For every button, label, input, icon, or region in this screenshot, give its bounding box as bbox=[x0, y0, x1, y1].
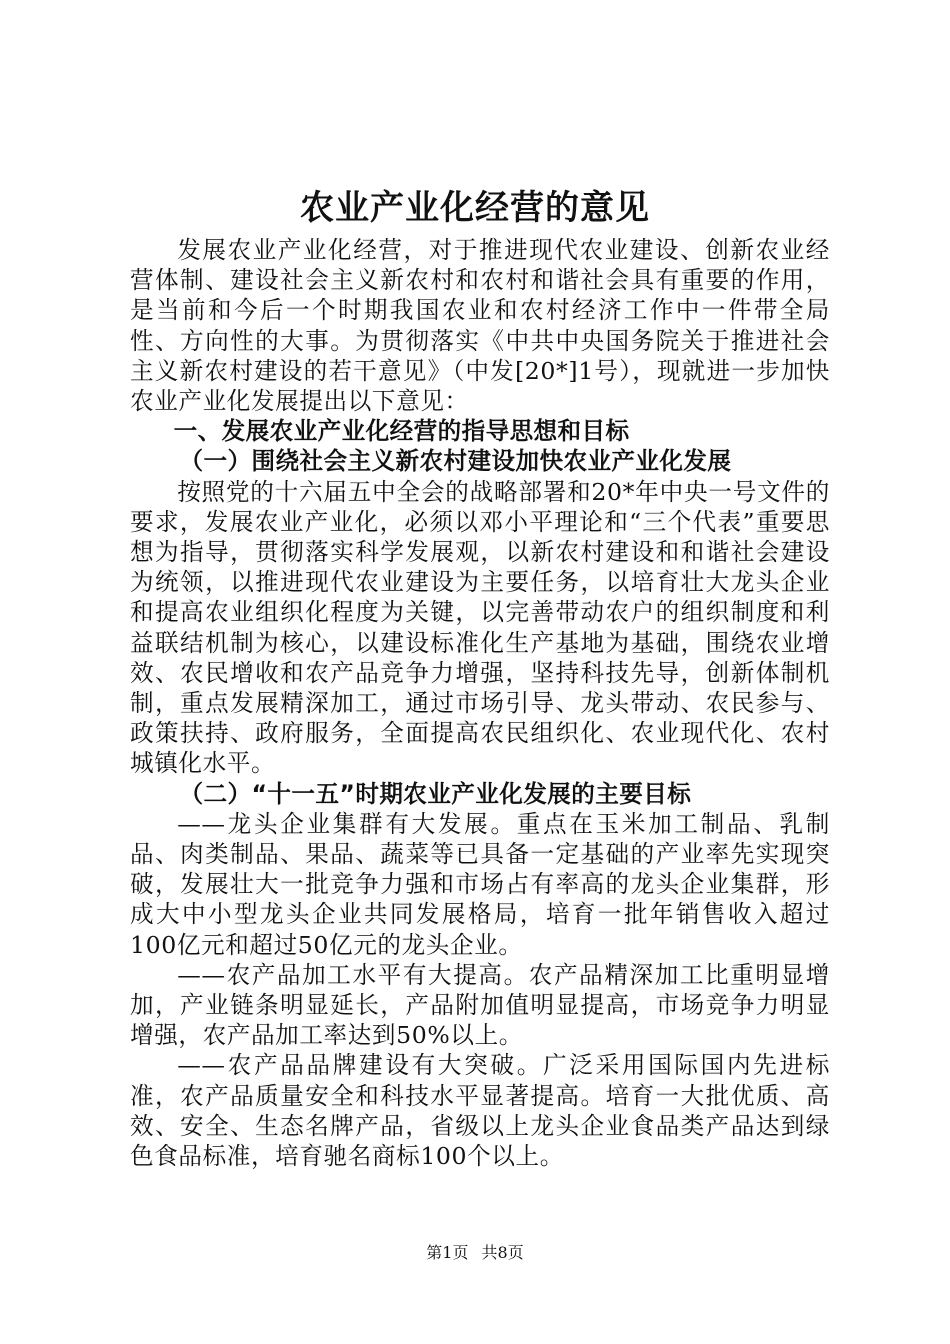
page-number: 第1页 bbox=[426, 1243, 469, 1262]
goal-paragraph: ——农产品品牌建设有大突破。广泛采用国际国内先进标准，农产品质量安全和科技水平显著提高。培育一大批优质、高效、安全、生态名牌产品，省级以上龙头企业食品类产品达到绿色食品标准，培育驰名商标100个以上。 bbox=[130, 1051, 830, 1171]
intro-paragraph: 发展农业产业化经营，对于推进现代农业建设、创新农业经营体制、建设社会主义新农村和农村和谐社会具有重要的作用，是当前和今后一个时期我国农业和农村经济工作中一件带全局性、方向性的大事。为贯彻落实《中共中央国务院关于推进社会主义新农村建设的若干意见》（中发[20*]1号），现就进一步加快农业产业化发展提出以下意见： bbox=[130, 236, 830, 416]
goal-paragraph: ——农产品加工水平有大提高。农产品精深加工比重明显增加，产业链条明显延长，产品附加值明显提高，市场竞争力明显增强，农产品加工率达到50%以上。 bbox=[130, 960, 830, 1050]
document-body bbox=[130, 235, 830, 1171]
page-footer bbox=[0, 1242, 950, 1264]
goal-paragraph: ——龙头企业集群有大发展。重点在玉米加工制品、乳制品、肉类制品、果品、蔬菜等已具备一定基础的产业率先实现突破，发展壮大一批竞争力强和市场占有率高的龙头企业集群，形成大中小型龙头企业共同发展格局，培育一批年销售收入超过100亿元和超过50亿元的龙头企业。 bbox=[130, 809, 830, 959]
guiding-principles-paragraph: 按照党的十六届五中全会的战略部署和20*年中央一号文件的要求，发展农业产业化，必须以邓小平理论和“三个代表”重要思想为指导，贯彻落实科学发展观，以新农村建设和和谐社会建设为统领，以推进现代农业建设为主要任务，以培育壮大龙头企业和提高农业组织化程度为关键，以完善带动农户的组织制度和利益联结机制为核心，以建设标准化生产基地为基础，围绕农业增效、农民增收和农产品竞争力增强，坚持科技先导，创新体制机制，重点发展精深加工，通过市场引导、龙头带动、农民参与、政策扶持、政府服务，全面提高农民组织化、农业现代化、农村城镇化水平。 bbox=[130, 477, 830, 778]
subsection-heading: （二）“十一五”时期农业产业化发展的主要目标 bbox=[179, 779, 692, 808]
document-title: 农业产业化经营的意见 bbox=[300, 188, 650, 228]
subsection-heading: （一）围绕社会主义新农村建设加快农业产业化发展 bbox=[179, 447, 732, 476]
page-total: 共8页 bbox=[481, 1243, 524, 1262]
section-heading: 一、发展农业产业化经营的指导思想和目标 bbox=[173, 417, 630, 446]
